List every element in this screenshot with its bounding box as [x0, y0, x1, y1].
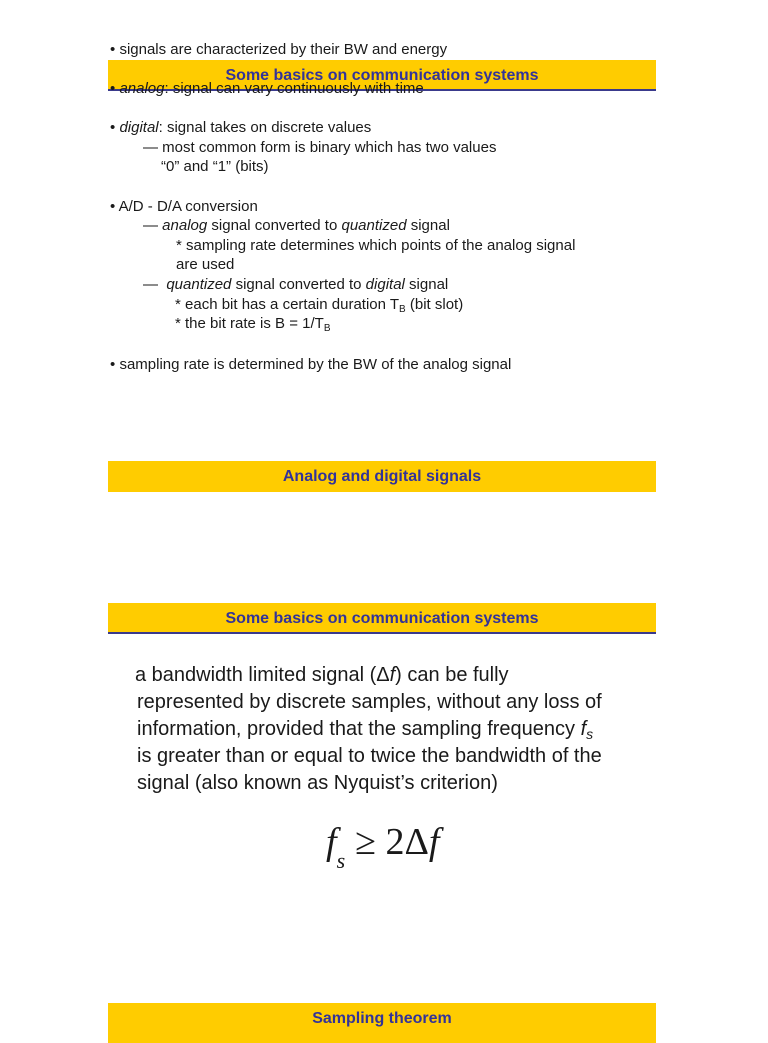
bullet-char: •	[110, 198, 116, 215]
bullet-char: •	[110, 356, 116, 373]
statement-line-4: is greater than or equal to twice the bandwidth of the	[137, 745, 602, 767]
sub-sampling-rate-cont: are used	[176, 256, 235, 273]
statement-line-5: signal (also known as Nyquist’s criterion)	[137, 772, 498, 794]
slide-title-text: Some basics on communication systems	[225, 67, 539, 84]
sub-bit-rate: * the bit rate is $B = 1/T_B$	[175, 315, 331, 334]
bullet-bw-energy: • signals are characterized by their BW and energy	[110, 41, 448, 58]
slide-title-text: Sampling theorem	[312, 1010, 452, 1027]
statement-line-2: represented by discrete samples, without any loss of	[137, 691, 602, 713]
sub-bit-duration: * each bit has a certain duration $T_B$ (bit slot)	[175, 296, 464, 315]
slide-title-analog-digital	[108, 461, 656, 492]
statement-line-1: a bandwidth limited signal (Δf) can be fully	[135, 664, 509, 686]
slide-title-text: Analog and digital signals	[282, 468, 482, 485]
bullet-char: •	[110, 119, 116, 136]
slide-title-communication-basics-2	[108, 603, 656, 634]
nyquist-formula: $f_s \ge 2\Delta f$	[326, 821, 440, 873]
bullet-sampling-bw: • sampling rate is determined by the BW of the analog signal	[110, 356, 512, 373]
sub-analog-to-quantized: — analog signal converted to quantized signal	[143, 217, 450, 234]
bullet-analog: • analog: signal can vary continuously with time	[110, 80, 424, 97]
sub-quantized-to-digital: — quantized signal converted to digital signal	[143, 276, 449, 293]
slide-title-sampling-theorem	[108, 1003, 656, 1043]
bullet-ad-da: • A/D - D/A conversion	[110, 198, 258, 215]
statement-line-3: information, provided that the sampling frequency $f_s$	[137, 718, 594, 742]
slide-title-text: Some basics on communication systems	[225, 610, 539, 627]
sub-bits: “0” and “1” (bits)	[161, 158, 269, 175]
sub-sampling-rate: * sampling rate determines which points of the analog signal	[176, 237, 576, 254]
sub-binary-form: — most common form is binary which has two values	[143, 139, 497, 156]
bullet-char: •	[110, 41, 116, 58]
bullet-char: •	[110, 80, 116, 97]
bullet-digital: • digital: signal takes on discrete values	[110, 119, 372, 136]
